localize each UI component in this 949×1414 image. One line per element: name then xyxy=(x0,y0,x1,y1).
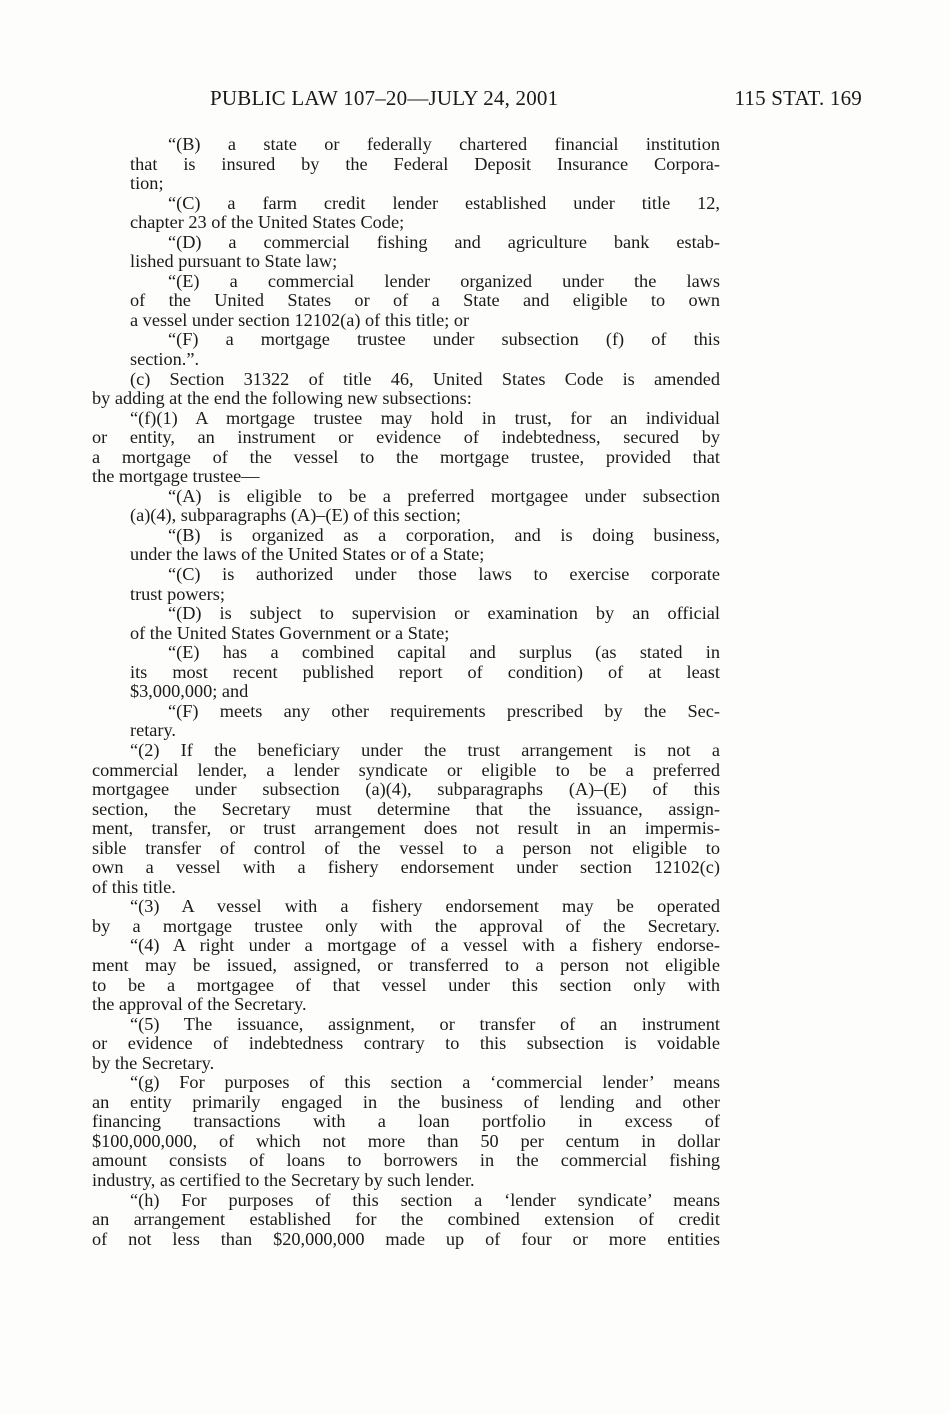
text-line: by the Secretary. xyxy=(92,1052,215,1073)
text-line: or entity, an instrument or evidence of indebtedness, secured by xyxy=(92,427,720,448)
text-line: of the United States or of a State and eligible to own xyxy=(130,290,720,311)
text-line: an entity primarily engaged in the business of lending and other xyxy=(92,1091,720,1112)
text-line: (c) Section 31322 of title 46, United States Code is amended xyxy=(130,368,720,389)
text-line: the approval of the Secretary. xyxy=(92,994,307,1015)
text-line: ment, transfer, or trust arrangement does not result in an impermis- xyxy=(92,818,720,839)
text-line: “(F) meets any other requirements prescribed by the Sec- xyxy=(168,700,720,721)
text-line: “(A) is eligible to be a preferred mortgagee under subsection xyxy=(168,485,720,506)
text-line: tion; xyxy=(130,173,164,194)
running-header xyxy=(92,86,862,116)
text-line: “(F) a mortgage trustee under subsection (f) of this xyxy=(168,329,720,350)
statute-text xyxy=(92,135,720,1249)
text-line: (a)(4), subparagraphs (A)–(E) of this section; xyxy=(130,505,461,526)
text-line: sible transfer of control of the vessel to a person not eligible to xyxy=(92,837,720,858)
text-line: of not less than $20,000,000 made up of four or more entities xyxy=(92,1228,720,1249)
text-line: the mortgage trustee— xyxy=(92,466,260,487)
text-line: lished pursuant to State law; xyxy=(130,251,338,272)
text-line: or evidence of indebtedness contrary to this subsection is voidable xyxy=(92,1033,720,1054)
text-line: “(B) is organized as a corporation, and is doing business, xyxy=(168,524,720,545)
text-line: “(C) a farm credit lender established under title 12, xyxy=(168,192,720,213)
text-line: an arrangement established for the combined extension of credit xyxy=(92,1209,720,1230)
page-reference: 115 STAT. 169 xyxy=(734,86,862,110)
text-line: chapter 23 of the United States Code; xyxy=(130,212,405,233)
text-line: ment may be issued, assigned, or transferred to a person not eligible xyxy=(92,954,720,975)
text-line: that is insured by the Federal Deposit Insurance Corpora- xyxy=(130,153,720,174)
text-line: by a mortgage trustee only with the approval of the Secretary. xyxy=(92,915,720,936)
text-line: a vessel under section 12102(a) of this title; or xyxy=(130,309,470,330)
text-line: “(f)(1) A mortgage trustee may hold in trust, for an individual xyxy=(130,407,720,428)
text-line: by adding at the end the following new subsections: xyxy=(92,388,472,409)
text-line: under the laws of the United States or of a State; xyxy=(130,544,485,565)
text-line: mortgagee under subsection (a)(4), subparagraphs (A)–(E) of this xyxy=(92,779,720,800)
text-line: to be a mortgagee of that vessel under this section only with xyxy=(92,974,720,995)
text-line: $3,000,000; and xyxy=(130,681,249,702)
text-line: “(h) For purposes of this section a ‘lender syndicate’ means xyxy=(130,1189,720,1210)
text-line: section.”. xyxy=(130,349,200,370)
text-line: “(B) a state or federally chartered financial institution xyxy=(168,134,720,154)
text-line: “(E) has a combined capital and surplus (as stated in xyxy=(168,642,720,663)
text-line: of the United States Government or a State; xyxy=(130,622,450,643)
header-title: PUBLIC LAW 107–20—JULY 24, 2001 xyxy=(210,86,559,110)
text-line: “(5) The issuance, assignment, or transfer of an instrument xyxy=(130,1013,720,1034)
text-line: “(3) A vessel with a fishery endorsement may be operated xyxy=(130,896,720,917)
text-line: its most recent published report of condition) of at least xyxy=(130,661,720,682)
text-line: “(D) a commercial fishing and agriculture bank estab- xyxy=(168,231,720,252)
text-line: industry, as certified to the Secretary by such lender. xyxy=(92,1169,475,1190)
text-line: commercial lender, a lender syndicate or eligible to be a preferred xyxy=(92,759,720,780)
text-line: amount consists of loans to borrowers in the commercial fishing xyxy=(92,1150,720,1171)
text-line: “(C) is authorized under those laws to exercise corporate xyxy=(168,564,720,585)
text-line: $100,000,000, of which not more than 50 per centum in dollar xyxy=(92,1130,720,1151)
text-line: financing transactions with a loan portfolio in excess of xyxy=(92,1111,720,1132)
text-line: of this title. xyxy=(92,876,176,897)
text-line: “(D) is subject to supervision or examination by an official xyxy=(168,603,720,624)
text-line: “(2) If the beneficiary under the trust arrangement is not a xyxy=(130,739,720,760)
text-line: retary. xyxy=(130,720,177,741)
text-line: “(E) a commercial lender organized under the laws xyxy=(168,270,720,291)
text-line: a mortgage of the vessel to the mortgage trustee, provided that xyxy=(92,446,720,467)
text-line: section, the Secretary must determine that the issuance, assign- xyxy=(92,798,720,819)
text-line: own a vessel with a fishery endorsement under section 12102(c) xyxy=(92,857,720,878)
text-line: “(4) A right under a mortgage of a vessel with a fishery endorse- xyxy=(130,935,720,956)
text-line: trust powers; xyxy=(130,583,225,604)
text-line: “(g) For purposes of this section a ‘commercial lender’ means xyxy=(130,1072,720,1093)
